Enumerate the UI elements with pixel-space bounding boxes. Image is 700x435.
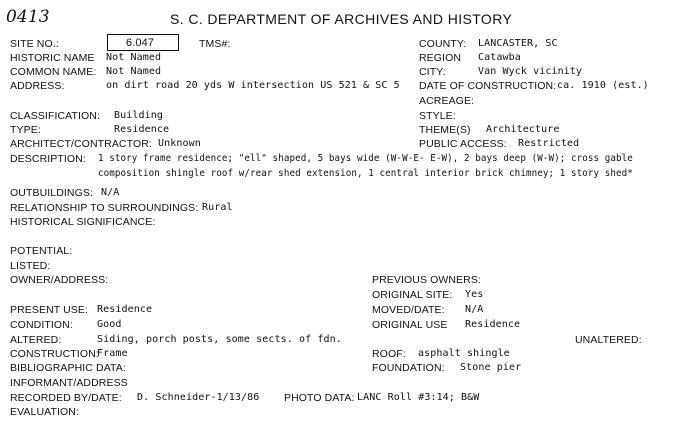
architect-label: ARCHITECT/CONTRACTOR: [10, 138, 152, 150]
recorded-by-label: RECORDED BY/DATE: [10, 392, 122, 404]
roof-value: asphalt shingle [418, 348, 510, 359]
type-label: TYPE: [10, 124, 41, 136]
informant-address-label: INFORMANT/ADDRESS [10, 377, 128, 389]
owner-address-label: OWNER/ADDRESS: [10, 274, 109, 286]
outbuildings-value: N/A [101, 187, 120, 198]
common-name-label: COMMON NAME: [10, 66, 97, 78]
description-line-1: 1 story frame residence; "ell" shaped, 5 bays wide (W-W-E- E-W), 2 bays deep (W-W); cross gable [98, 153, 633, 164]
present-use-label: PRESENT USE: [10, 304, 89, 316]
roof-label: ROOF: [372, 348, 406, 360]
bibliographic-data-label: BIBLIOGRAPHIC DATA: [10, 362, 126, 374]
common-name-value: Not Named [106, 66, 162, 77]
county-value: LANCASTER, SC [478, 38, 558, 49]
evaluation-label: EVALUATION: [10, 406, 79, 418]
address-value: on dirt road 20 yds W intersection US 521 & SC 5 [106, 80, 400, 91]
site-no-value: 6.047 [126, 37, 155, 49]
card-number: 0413 [6, 7, 50, 27]
public-access-value: Restricted [518, 138, 580, 149]
potential-label: POTENTIAL: [10, 245, 73, 257]
address-label: ADDRESS: [10, 80, 65, 92]
previous-owners-label: PREVIOUS OWNERS: [372, 274, 481, 286]
page-title: S. C. DEPARTMENT OF ARCHIVES AND HISTORY [170, 11, 513, 27]
architect-value: Unknown [158, 138, 201, 149]
photo-data-label: PHOTO DATA: [284, 392, 355, 404]
description-label: DESCRIPTION: [10, 153, 86, 165]
region-label: REGION [419, 52, 462, 64]
type-value: Residence [114, 124, 170, 135]
original-site-value: Yes [465, 289, 484, 300]
tms-label: TMS#: [199, 38, 231, 50]
themes-label: THEME(S) [419, 124, 471, 136]
photo-data-value: LANC Roll #3:14; B&W [357, 392, 480, 403]
themes-value: Architecture [486, 124, 560, 135]
relationship-label: RELATIONSHIP TO SURROUNDINGS: [10, 202, 199, 214]
historical-significance-label: HISTORICAL SIGNIFICANCE: [10, 216, 156, 228]
condition-label: CONDITION: [10, 319, 73, 331]
moved-date-value: N/A [465, 304, 484, 315]
listed-label: LISTED: [10, 260, 51, 272]
present-use-value: Residence [97, 304, 153, 315]
style-label: STYLE: [419, 110, 456, 122]
date-of-construction-label: DATE OF CONSTRUCTION: [419, 80, 557, 92]
original-use-label: ORIGINAL USE [372, 319, 448, 331]
region-value: Catawba [478, 52, 521, 63]
relationship-value: Rural [202, 202, 233, 213]
foundation-value: Stone pier [460, 362, 522, 373]
outbuildings-label: OUTBUILDINGS: [10, 187, 93, 199]
city-label: CITY: [419, 66, 446, 78]
description-line-2: composition shingle roof w/rear shed extension, 1 central interior brick chimney; 1 story shed* [98, 168, 633, 179]
historic-name-value: Not Named [106, 52, 162, 63]
historic-name-label: HISTORIC NAME [10, 52, 95, 64]
original-use-value: Residence [465, 319, 521, 330]
unaltered-label: UNALTERED: [575, 334, 642, 346]
construction-value: Frame [97, 348, 128, 359]
original-site-label: ORIGINAL SITE: [372, 289, 453, 301]
city-value: Van Wyck vicinity [478, 66, 583, 77]
altered-label: ALTERED: [10, 334, 62, 346]
classification-value: Building [114, 110, 163, 121]
altered-value: Siding, porch posts, some sects. of fdn. [97, 334, 342, 345]
condition-value: Good [97, 319, 122, 330]
public-access-label: PUBLIC ACCESS: [419, 138, 507, 150]
construction-label: CONSTRUCTION: [10, 348, 99, 360]
county-label: COUNTY: [419, 38, 467, 50]
classification-label: CLASSIFICATION: [10, 110, 100, 122]
moved-date-label: MOVED/DATE: [372, 304, 445, 316]
acreage-label: ACREAGE: [419, 95, 475, 107]
site-no-label: SITE NO.: [10, 38, 59, 50]
recorded-by-value: D. Schneider-1/13/86 [137, 392, 260, 403]
foundation-label: FOUNDATION: [372, 362, 445, 374]
date-of-construction-value: ca. 1910 (est.) [557, 80, 649, 91]
